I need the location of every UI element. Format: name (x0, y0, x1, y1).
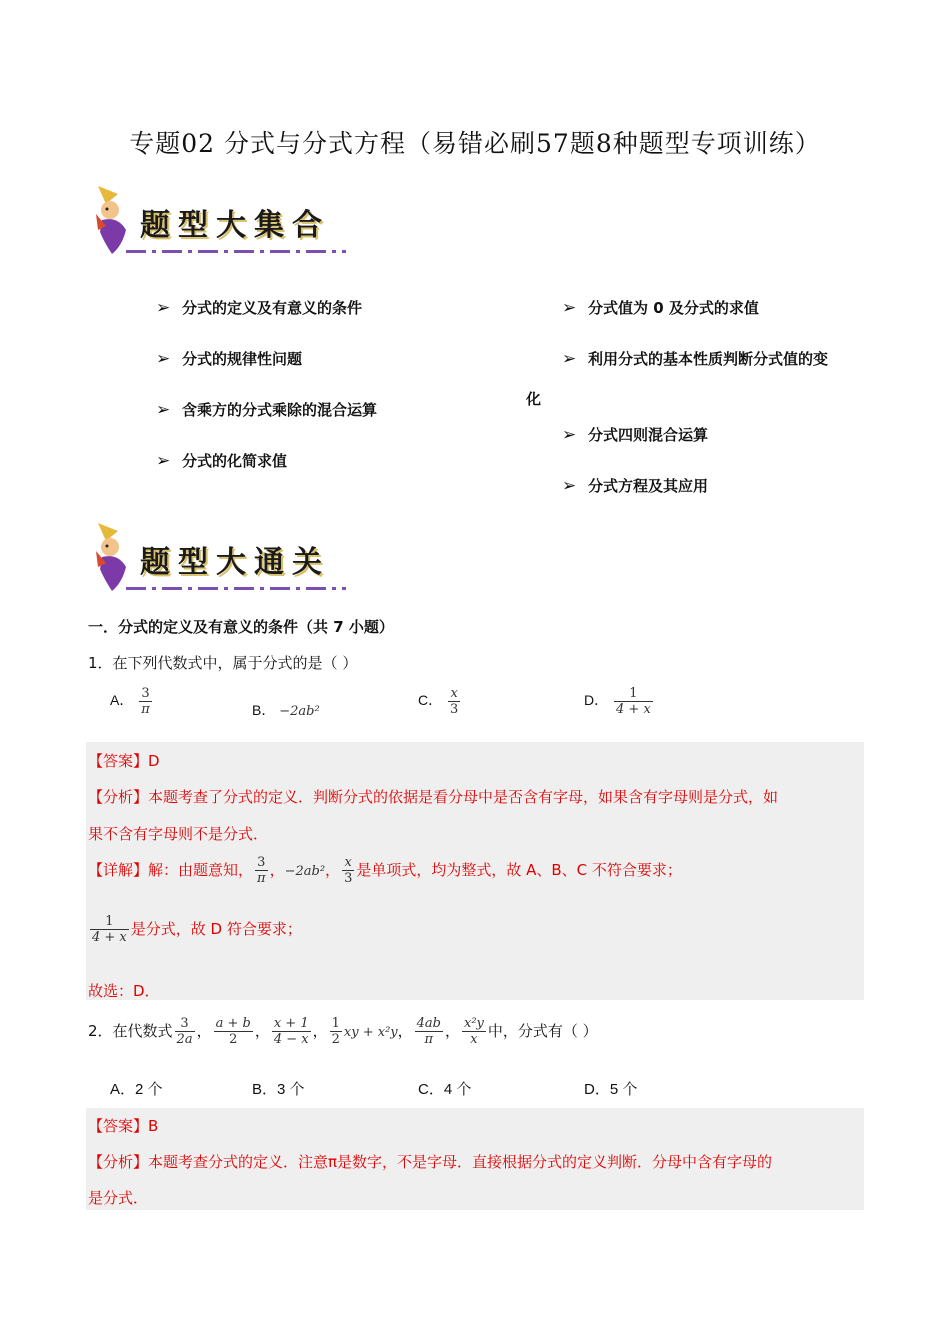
arrow-icon: ➢ (562, 349, 577, 369)
fraction (139, 686, 152, 717)
question-2-stem: 2．在代数式 $\frac{3}{2a}$ ， $\frac{a + b}{2}$ ， $\frac{x + 1}{4 - x}$ ， $\frac{1}{2}$ xy + x²y， $\frac{4ab}{\pi}$ ， $\frac{\text{x²y}}{x}$ 中，分式有（ ） (88, 1016, 598, 1047)
answer-tag: 【答案】 (88, 1117, 149, 1135)
q1-conclusion: 故选：D． (88, 982, 160, 1000)
fraction: $\frac{x}{3}$ (344, 855, 353, 886)
topic-item (562, 348, 828, 369)
fraction: $\frac{3}{2a}$ (176, 1016, 193, 1047)
detail-text: 解：由题意知， (148, 861, 254, 879)
fraction (448, 686, 460, 717)
question-1-stem: 1．在下列代数式中，属于分式的是（ ） (88, 654, 358, 672)
arrow-icon: ➢ (156, 451, 171, 471)
topic-item (156, 399, 377, 420)
topic-label: 分式的定义及有意义的条件 (182, 299, 363, 317)
q1-detail-cont (88, 914, 302, 945)
expression: −2ab² (279, 704, 320, 719)
q1-option-c (418, 686, 462, 717)
fraction: $\frac{1}{4 + x}$ (92, 914, 127, 945)
arrow-icon: ➢ (562, 476, 577, 496)
banner-divider (126, 250, 346, 253)
topic-label: 分式的化简求值 (182, 452, 288, 470)
banner-collection (88, 180, 358, 264)
topic-item (562, 424, 708, 445)
topic-label: 分式四则混合运算 (588, 426, 709, 444)
q1-detail: 【详解】解：由题意知， $\frac{3}{\pi}$ ，−2ab²， $\frac{x}{3}$ 是单项式，均为整式，故 A、B、C 不符合要求； (88, 855, 682, 886)
denominator: 3 (450, 702, 459, 717)
option-label: A． (110, 692, 134, 709)
banner-pass-text: 题型大通关 (140, 545, 330, 580)
q2-option-c: C．4 个 (418, 1081, 472, 1098)
banner-pass (88, 517, 358, 601)
topic-item (156, 450, 287, 471)
arrow-icon: ➢ (156, 298, 171, 318)
q1-analysis-cont: 果不含有字母则不是分式． (88, 825, 269, 843)
q2-analysis (88, 1151, 772, 1172)
numerator: 3 (141, 686, 150, 701)
fraction: $\frac{4ab}{\pi}$ (416, 1016, 441, 1047)
q1-option-a (110, 686, 154, 717)
numerator: 1 (629, 686, 638, 701)
banner-collection-text: 题型大集合 (140, 208, 330, 243)
detail-text: 是单项式，均为整式，故 A、B、C 不符合要求； (356, 861, 682, 879)
analysis-tag: 【分析】 (88, 1153, 149, 1171)
arrow-icon: ➢ (156, 400, 171, 420)
detail-text: 是分式，故 D 符合要求； (130, 920, 302, 938)
topic-label: 分式值为 0 及分式的求值 (588, 299, 759, 317)
banner-divider (126, 587, 346, 590)
fraction: $\frac{x + 1}{4 - x}$ (273, 1016, 309, 1047)
q1-option-b (252, 700, 320, 720)
answer-value: B (148, 1117, 159, 1135)
denominator: π (141, 702, 150, 717)
analysis-text: 本题考查了分式的定义．判断分式的依据是看分母中是否含有字母，如果含有字母则是分式，如 (148, 788, 779, 806)
denominator: 4 + x (616, 702, 651, 717)
topic-item (562, 475, 708, 496)
q2-option-d: D．5 个 (584, 1081, 638, 1098)
q2-option-a: A．2 个 (110, 1081, 163, 1098)
topic-label: 分式方程及其应用 (588, 477, 709, 495)
option-label: B． (252, 702, 276, 718)
q2-option-b: B．3 个 (252, 1081, 305, 1098)
q2-analysis-cont: 是分式． (88, 1189, 149, 1207)
topic-label: 分式的规律性问题 (182, 350, 303, 368)
topic-item (562, 297, 759, 318)
arrow-icon: ➢ (156, 349, 171, 369)
analysis-text: 本题考查分式的定义．注意π是数字，不是字母．直接根据分式的定义判断．分母中含有字母的 (148, 1153, 773, 1171)
fraction: $\frac{\text{x²y}}{x}$ (464, 1016, 484, 1047)
page-title: 专题02 分式与分式方程（易错必刷57题8种题型专项训练） (129, 129, 821, 158)
detail-tag: 【详解】 (88, 861, 149, 879)
q1-option-d (584, 686, 655, 717)
fraction: $\frac{a + b}{2}$ (215, 1016, 251, 1047)
fraction: $\frac{3}{\pi}$ (257, 855, 266, 886)
numerator: x (450, 686, 458, 701)
expression: −2ab² (284, 864, 326, 879)
answer-value: D (148, 752, 160, 770)
q2-answer (88, 1115, 158, 1136)
topic-label: 含乘方的分式乘除的混合运算 (182, 401, 378, 419)
fraction: $\frac{1}{2}$ (331, 1016, 340, 1047)
topic-item (156, 297, 362, 318)
q1-analysis (88, 786, 778, 807)
arrow-icon: ➢ (562, 298, 577, 318)
expression: xy + x²y (343, 1025, 398, 1040)
fraction (614, 686, 653, 717)
option-label: C． (418, 692, 443, 709)
answer-tag: 【答案】 (88, 752, 149, 770)
topic-item (156, 348, 302, 369)
section-heading: 一．分式的定义及有意义的条件（共 7 小题） (88, 618, 394, 636)
analysis-tag: 【分析】 (88, 788, 149, 806)
option-label: D． (584, 692, 609, 709)
topic-label: 利用分式的基本性质判断分式值的变 (588, 350, 829, 368)
q1-answer (88, 750, 160, 771)
topic-label-wrap: 化 (526, 390, 542, 408)
arrow-icon: ➢ (562, 425, 577, 445)
